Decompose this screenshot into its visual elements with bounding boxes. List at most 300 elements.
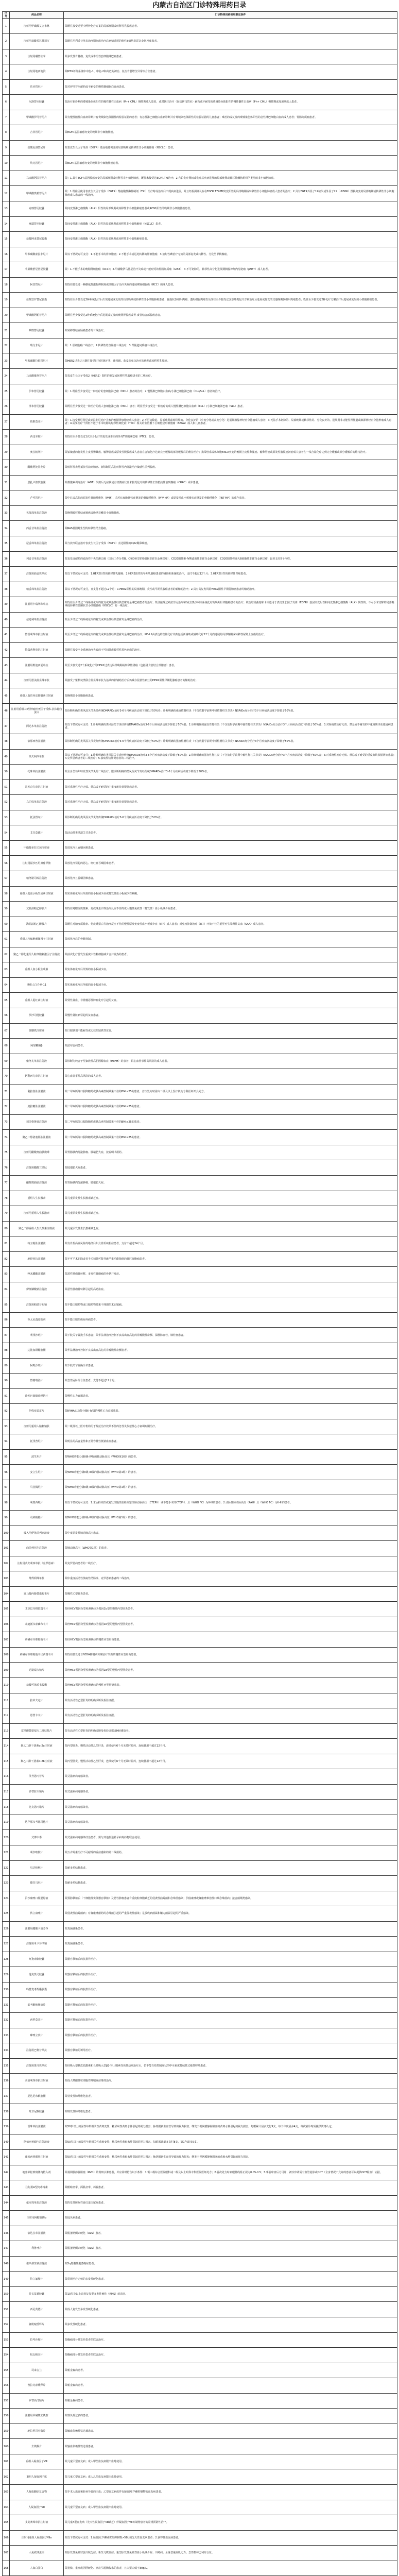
drug-name: 尼妥珠单抗注射液: [10, 536, 64, 552]
drug-name: 艾尔巴韦格拉瑞韦片: [10, 1602, 64, 1617]
table-row: [3, 1693, 397, 1708]
usage-restriction: 限器官移植后的抗排异治疗。: [64, 1982, 397, 1997]
usage-restriction: 限特发性肺纤维化患者。: [64, 2104, 397, 2120]
row-number: 124: [3, 1891, 10, 1906]
drug-name: 恩替卡韦片: [10, 1708, 64, 1724]
table-row: [3, 1708, 397, 1724]
row-number: 131: [3, 1997, 10, 2013]
table-row: [3, 810, 397, 825]
table-row: [3, 749, 397, 765]
row-number: 157: [3, 2393, 10, 2409]
drug-name: 盐酸阿来替尼胶囊: [10, 232, 64, 247]
drug-name: 聚乙二醇干扰素α-2b注射液: [10, 1754, 64, 1769]
drug-name: 甲磺酸多拉司琼注射液: [10, 840, 64, 856]
table-row: [3, 368, 397, 384]
usage-restriction: 限不可手术切除或者手术切除可能导致严重功能障碍的骨巨细胞瘤患者。: [64, 1251, 397, 1267]
table-body: [3, 19, 397, 2576]
table-row: [3, 293, 397, 308]
drug-name: 注射用曲妥珠单抗: [10, 567, 64, 582]
row-number: 39: [3, 597, 10, 613]
row-number: 34: [3, 521, 10, 536]
row-number: 23: [3, 353, 10, 369]
table-row: [3, 1404, 397, 1419]
row-number: 76: [3, 1160, 10, 1176]
drug-name: 艾拉莫德片: [10, 825, 64, 841]
drug-name: 司来吉兰: [10, 2363, 64, 2378]
drug-name: 依达拉奉注射液: [10, 2226, 64, 2241]
row-number: 28: [3, 430, 10, 445]
drug-name: 艾美赛珠单抗注射液: [10, 2515, 64, 2531]
table-row: [3, 1739, 397, 1754]
row-number: 132: [3, 2013, 10, 2028]
table-row: [3, 1982, 397, 1997]
usage-restriction: 限以下情况方可支付：1.不能手术的肾细胞癌；2.不能手术或远处转移的肝细胞癌；3.放射性碘治疗无效的局部复发或转移性、分化型甲状腺癌。: [64, 247, 397, 262]
usage-restriction: 限艾滋病病毒感染者。: [64, 1784, 397, 1800]
table-row: [3, 2286, 397, 2302]
table-row: [3, 765, 397, 780]
drug-name: 吉非替尼片: [10, 125, 64, 141]
drug-name: 依库珠单抗注射液: [10, 2195, 64, 2211]
drug-name: 注射用甲磺酸去铁胺: [10, 2409, 64, 2424]
table-row: [3, 1997, 397, 2013]
drug-name: 索磷布韦维帕他韦片: [10, 1632, 64, 1648]
drug-name: 维得利珠单抗: [10, 1571, 64, 1587]
usage-restriction: 限真菌感染患者。: [64, 1937, 397, 1952]
table-row: [3, 582, 397, 597]
row-number: 151: [3, 2302, 10, 2317]
table-row: [3, 628, 397, 643]
usage-restriction: 限经HCV基因分型检测确诊为基因1b型的慢性丙型肝炎患者。: [64, 1663, 397, 1678]
usage-restriction: 限二甲双胍等口服降糖药或胰岛素控制效果不佳的BMI≥25的患者。: [64, 1099, 397, 1115]
table-row: [3, 1769, 397, 1785]
drug-name: 贝伐珠单抗注射液: [10, 505, 64, 521]
drug-name: 瑞戈非尼片: [10, 338, 64, 353]
table-row: [3, 262, 397, 278]
drug-name: 利奥西呱片: [10, 1495, 64, 1511]
row-number: 55: [3, 840, 10, 856]
usage-restriction: 限肢端肥大症患者。: [64, 1160, 397, 1176]
table-row: [3, 2134, 397, 2150]
usage-restriction: 限慢性乙型肝炎患者。: [64, 1586, 397, 1602]
row-number: 17: [3, 262, 10, 278]
table-row: [3, 612, 397, 628]
drug-name: 地舒单抗注射液: [10, 1251, 64, 1267]
table-row: [3, 1328, 397, 1343]
usage-restriction: 限放化疗引起的恶心、呕吐且吞咽困难患者。: [64, 856, 397, 871]
usage-restriction: 限：1.接受舒尼替尼或索拉非尼治疗失败的晚期肾细胞癌成人患者；2.不可切除的、局部晚期或转移性的、分化良好的（中度分化或高度分化）进展期胰腺神经内分泌瘤成人患者；3.无法手术切除的、局部晚期或转移性的、分化良好的、进展期非功能性胃肠道或肺源神经内分泌肿瘤成人患者；4.需要治疗干预但不适于手术切除的结节性硬化症（TSC）相关的室管膜下巨细胞星形细胞瘤（SEGA）成人和儿童患者。: [64, 414, 397, 430]
row-number: 19: [3, 293, 10, 308]
drug-name: 马昔腾坦片: [10, 1480, 64, 1495]
drug-name: 注射用A型肉毒毒素: [10, 2180, 64, 2196]
usage-restriction: 限丙型肝炎、慢性活动性乙型肝炎，连续使用6个月无效时停药，连续使用不超过12个月。: [64, 1739, 397, 1754]
table-row: [3, 277, 397, 293]
usage-restriction: 限WHO功能分级II级-III级的肺动脉高压（WHO第1组）的患者。: [64, 1480, 397, 1495]
usage-restriction: 限间变性淋巴瘤激酶（ALK）阳性的局部晚期或转移性非小细胞肺癌患者。: [64, 232, 397, 247]
table-row: [3, 704, 397, 719]
row-number: 135: [3, 2058, 10, 2074]
usage-restriction: 限器官移植后的抗排异治疗。: [64, 2028, 397, 2043]
page-title: 内蒙古自治区门诊特殊用药目录: [152, 2, 247, 9]
usage-restriction: 限帕金森病患者。: [64, 2363, 397, 2378]
table-row: [3, 993, 397, 1008]
drug-name: 注射用英夫利西单抗（克罗恩病）: [10, 1556, 64, 1571]
usage-restriction: 限胃肠胰内分泌肿瘤、肢端肥大症，按说明书用药。: [64, 1145, 397, 1160]
row-number: 18: [3, 277, 10, 293]
table-row: [3, 902, 397, 917]
table-row: [3, 2439, 397, 2454]
usage-restriction: 限：1.肝细胞癌二线治疗；2.转移性结直肠癌三线治疗；3.胃肠道间质瘤三线治疗。: [64, 338, 397, 353]
row-number: 100: [3, 1526, 10, 1541]
drug-name: 重组人凝血因子Ⅷ: [10, 2454, 64, 2469]
row-number: 139: [3, 2119, 10, 2134]
drug-name: 托伐普坦片: [10, 1434, 64, 1450]
usage-restriction: 限儿童A型血友病（先天性凝血因子Ⅷ缺乏）伴凝血因子Ⅷ抑制物患者的常规预防性治疗。: [64, 2515, 397, 2531]
row-number: 84: [3, 1282, 10, 1297]
drug-name: 艾考恩丙替片: [10, 1769, 64, 1785]
usage-restriction: 限帕金森病患者。: [64, 2393, 397, 2409]
table-row: [3, 1784, 397, 1800]
table-row: [3, 2272, 397, 2287]
usage-restriction: 限儿童原发性生长激素缺乏症。: [64, 1221, 397, 1236]
row-number: 65: [3, 993, 10, 1008]
table-row: [3, 490, 397, 506]
usage-restriction: 限原发性免疫球蛋白缺乏症；新生儿败血症；重型原发性免疫性血小板减少症；川崎病；全身型重症肌无力；急性格林巴利综合征。: [64, 2546, 397, 2561]
row-number: 15: [3, 232, 10, 247]
table-row: [3, 2378, 397, 2394]
usage-restriction: 限常规治疗无效的多发性硬化患者。: [64, 2272, 397, 2287]
drug-name: 塞瑞替尼胶囊: [10, 216, 64, 232]
row-number: 78: [3, 1191, 10, 1206]
usage-restriction: 限有骨折高发风险的绝经后妇女骨质疏松症患者，支付不超过24个月。: [64, 1236, 397, 1252]
drug-name: 去铁酮片: [10, 2439, 64, 2454]
table-row: [3, 795, 397, 810]
drug-name: 尼达尼布软胶囊: [10, 2089, 64, 2104]
usage-restriction: 限阵发性睡眠性血红蛋白尿症患者。: [64, 2195, 397, 2211]
drug-name: 唑来膦酸注射液: [10, 1267, 64, 1282]
usage-restriction: 限既往至少接受过2种系统化疗后出现进展或复发的局部晚期或转移性非小细胞肺癌患者；腺泡状软组织肉瘤、透明细胞肉瘤以及既往至少接受过含蒽环类化疗方案治疗后进展或复发的其他晚期软组织肉瘤患者；既往至少接受过2种化疗方案治疗后进展或复发的小细胞肺癌患者。: [64, 293, 397, 308]
table-row: [3, 2469, 397, 2485]
drug-name: 注射用重组人脑利钠肽: [10, 1419, 64, 1434]
usage-restriction: 限肾性贫血、非骨髓恶性肿瘤化疗引起的贫血。: [64, 993, 397, 1008]
table-row: [3, 2165, 397, 2180]
usage-restriction: 限表皮生长因子受体2（HER2）阳性的复发或转移性乳腺癌患者的二线治疗。: [64, 368, 397, 384]
row-number: 168: [3, 2561, 10, 2576]
drug-name: 英夫利西单抗: [10, 749, 64, 765]
usage-restriction: 限二级及以上医疗机构用于规范治疗效果不佳的急性失代偿性心力衰竭短期治疗。: [64, 1419, 397, 1434]
drug-name: 替雷利珠单抗注射液: [10, 628, 64, 643]
drug-name: 沙库巴曲缬沙坦钠片: [10, 1388, 64, 1404]
drug-name: 度拉糖肽注射液: [10, 1099, 64, 1115]
table-row: [3, 1282, 397, 1297]
column-header-no: 序号: [3, 12, 10, 19]
table-row: [3, 1449, 397, 1465]
table-row: [3, 353, 397, 369]
usage-restriction: 限器官移植后的抗排异治疗。: [64, 2013, 397, 2028]
row-number: 113: [3, 1723, 10, 1739]
usage-restriction: 限既往对糖皮质激素、免疫球蛋白等治疗反应不佳的慢性原发免疫性血小板减少症（ITP）成人患者；对免疫抑制治疗（IST）疗效不佳的重型再生障碍性贫血（SAA）成人患者。: [64, 917, 397, 932]
row-number: 16: [3, 247, 10, 262]
row-number: 68: [3, 1039, 10, 1054]
row-number: 12: [3, 186, 10, 201]
row-number: 22: [3, 338, 10, 353]
usage-restriction: 限肺动脉高压（WHO第1组）的患者。: [64, 1541, 397, 1556]
usage-restriction: 限视网膜静脉阻塞（RVO）的黄斑水肿患者，并应同时符合以下条件：1.需三级综合医院眼科或二级及以上眼科专科医院医师处方；2.首次处方时病眼基线矫正视力0.05-0.5；3.事前审查后方可用，初次申请需有血管造影或OCT（全身情况不允许的患者可以提供OCT检查）证据。: [64, 2165, 397, 2180]
table-row: [3, 1374, 397, 1389]
drug-name: 伊布替尼胶囊: [10, 384, 64, 399]
row-number: 117: [3, 1784, 10, 1800]
drug-name: 海曲泊帕乙醇胺片: [10, 917, 64, 932]
table-row: [3, 1495, 397, 1511]
row-number: 92: [3, 1404, 10, 1419]
row-number: 7: [3, 110, 10, 125]
drug-name: 注射用甲磺酸艾立布林: [10, 19, 64, 34]
drug-name: 地拉罗司分散片: [10, 2424, 64, 2439]
row-number: 21: [3, 323, 10, 338]
usage-restriction: 限不能口服药物或口服药物效果不理想的术后镇痛。: [64, 1297, 397, 1313]
table-row: [3, 734, 397, 750]
table-row: [3, 2515, 397, 2531]
usage-restriction: 限既往接受全身系统治疗失败的不可切除或转移性黑色素瘤的治疗。: [64, 642, 397, 658]
drug-name: 注射用恩美曲妥珠单抗: [10, 673, 64, 688]
drug-name: 阿哌沙班片: [10, 1358, 64, 1374]
usage-restriction: 限RAS基因野生型的转移性结直肠癌。: [64, 521, 397, 536]
row-number: 9: [3, 140, 10, 156]
usage-restriction: 限经HCV基因分型检测确诊为基因1b型的慢性丙型肝炎患者。: [64, 1617, 397, 1632]
usage-restriction: 限至少经过二线系统化疗的复发或难治性经典型霍奇金淋巴瘤的治疗；PD-L1高表达的含铂化疗失败包括新辅助或辅助化疗12个月内进展的局部晚期或转移性尿路上皮癌的治疗。: [64, 628, 397, 643]
row-number: 71: [3, 1084, 10, 1099]
table-row: [3, 1526, 397, 1541]
table-row: [3, 1845, 397, 1861]
drug-name: 人凝血因子Ⅷ: [10, 2500, 64, 2515]
usage-restriction: 限对系统性治疗无效、禁忌或不耐受的中重度斑块状银屑病患者。: [64, 795, 397, 810]
table-row: [3, 2500, 397, 2515]
row-number: 127: [3, 1937, 10, 1952]
usage-restriction: 限晚期转移性结直肠癌或晚期非鳞非小细胞肺癌。: [64, 505, 397, 521]
usage-restriction: 限特发性肺纤维化患者。: [64, 2089, 397, 2104]
usage-restriction: 限晚期非小细胞肺癌患者。: [64, 688, 397, 704]
drug-name: 甲磺酸伊马替尼片: [10, 110, 64, 125]
usage-restriction: 限儿童原发性生长激素缺乏症。: [64, 1206, 397, 1222]
usage-restriction: 限至少接受过2个系统化疗的HER2过表达局部晚期或转移性胃癌（包括胃食管结合部腺癌）患者。: [64, 658, 397, 673]
table-row: [3, 1099, 397, 1115]
table-row: [3, 1084, 397, 1099]
usage-restriction: 限转移性去势抵抗性前列腺癌、新诊断的高危转移性内分泌治疗敏感性前列腺癌。: [64, 460, 397, 476]
table-row: [3, 2028, 397, 2043]
drug-name: 环孢素软胶囊: [10, 1952, 64, 1967]
usage-restriction: 限全身型幼年特发性关节炎的二线治疗；限诊断明确的类风湿关节炎经传统DMARDs治疗3-6个月疾病活动度下降低于50%者。: [64, 765, 397, 780]
table-row: [3, 2348, 397, 2363]
row-number: 148: [3, 2256, 10, 2272]
table-row: [3, 567, 397, 582]
table-row: [3, 64, 397, 80]
drug-name: 雷珠单抗注射液: [10, 2119, 64, 2134]
row-number: 97: [3, 1480, 10, 1495]
table-row: [3, 1312, 397, 1328]
row-number: 77: [3, 1175, 10, 1191]
usage-restriction: 限：1.具有EGFR基因敏感突变的局部晚期或转移性非小细胞肺癌，既往未接受过EGFR-TKI治疗；2.含铂化疗期间或化疗后疾病进展的局部晚期或转移性鳞状组织学类型的非小细胞肺癌。: [64, 171, 397, 186]
drug-name: 芬戈莫德胶囊: [10, 2286, 64, 2302]
drug-name: 注射用奥马珠单抗: [10, 2058, 64, 2074]
row-number: 69: [3, 1054, 10, 1069]
drug-name: 尼洛替尼胶囊: [10, 95, 64, 110]
table-row: [3, 1358, 397, 1374]
drug-name: 咪唑立宾片: [10, 2028, 64, 2043]
table-row: [3, 1480, 397, 1495]
row-number: 32: [3, 490, 10, 506]
drug-name: 信迪利单抗注射液: [10, 612, 64, 628]
usage-restriction: 限放化疗且吞咽困难患者。: [64, 840, 397, 856]
table-row: [3, 1206, 397, 1222]
table-row: [3, 1054, 397, 1069]
drug-name: 乌司奴单抗注射液: [10, 795, 64, 810]
usage-restriction: 限放化疗后的骨髓抑制。: [64, 932, 397, 947]
usage-restriction: 限中度原发性肺动脉高压患者。: [64, 1526, 397, 1541]
usage-restriction: 限克罗恩病患者的二线治疗。: [64, 1556, 397, 1571]
row-number: 162: [3, 2469, 10, 2485]
row-number: 48: [3, 734, 10, 750]
drug-name: 聚乙二醇化重组人粒细胞刺激因子注射液: [10, 947, 64, 962]
row-number: 147: [3, 2241, 10, 2257]
row-number: 41: [3, 628, 10, 643]
row-number: 31: [3, 475, 10, 490]
row-number: 146: [3, 2226, 10, 2241]
table-row: [3, 445, 397, 460]
row-number: 88: [3, 1343, 10, 1358]
table-row: [3, 2089, 397, 2104]
drug-table: [2, 11, 397, 2576]
drug-name: 人血白蛋白: [10, 2561, 64, 2576]
table-row: [3, 1145, 397, 1160]
usage-restriction: 限活动性类风湿关节炎患者。: [64, 825, 397, 841]
table-row: [3, 1221, 397, 1236]
drug-name: 康柏西普眼用注射液: [10, 2149, 64, 2165]
usage-restriction: 限5q脊髓性肌萎缩症患者。: [64, 2256, 397, 2272]
usage-restriction: 限：1.既往因使用表皮生长因子受体（EGFR）酪氨酸激酶抑制剂（TKI）治疗时或治疗后出现疾病进展，并且经检测确认存在EGFR T790M突变阳性的局部晚期或转移性非小细胞肺癌成人患者的治疗；2.具有EGFR外显子19缺失或外显子21（L858R）置换突变的局部晚期或转移性非小细胞肺癌成人患者的一线治疗。: [64, 186, 397, 201]
row-number: 75: [3, 1145, 10, 1160]
drug-name: 盐酸可洛派韦胶囊: [10, 1678, 64, 1693]
drug-name: 人凝血酶原复合物: [10, 2485, 64, 2500]
drug-name: 罗替高汀贴片: [10, 2393, 64, 2409]
table-row: [3, 1343, 397, 1358]
row-number: 99: [3, 1511, 10, 1526]
row-number: 141: [3, 2149, 10, 2165]
drug-name: 重组人促血小板生成素注射液: [10, 886, 64, 902]
row-number: 63: [3, 962, 10, 978]
row-number: 152: [3, 2317, 10, 2332]
drug-name: 泊沙康唑口服混悬液: [10, 1891, 64, 1906]
row-number: 104: [3, 1586, 10, 1602]
usage-restriction: 限法布雷病患者。: [64, 1039, 397, 1054]
drug-name: 吸入用伊洛前列素溶液: [10, 1526, 64, 1541]
usage-restriction: 限经HCV基因分型检测确诊的慢性丙型肝炎患者。: [64, 1632, 397, 1648]
drug-name: 蔗糖铁注射液: [10, 1023, 64, 1039]
table-row: [3, 917, 397, 932]
drug-name: 富马酸丙酚替诺福韦片: [10, 1586, 64, 1602]
drug-name: 阿利西尤单抗注射液: [10, 1069, 64, 1084]
table-row: [3, 171, 397, 186]
drug-name: 托珠单抗注射液: [10, 765, 64, 780]
drug-name: 麦考酚钠肠溶片: [10, 1997, 64, 2013]
row-number: 101: [3, 1541, 10, 1556]
drug-name: 阿柏西普眼内注射溶液: [10, 2134, 64, 2150]
row-number: 156: [3, 2378, 10, 2394]
row-number: 80: [3, 1221, 10, 1236]
table-row: [3, 232, 397, 247]
table-row: [3, 2013, 397, 2028]
usage-restriction: 限成人嗜酸性粒细胞性哮喘重症维持治疗。: [64, 2074, 397, 2089]
usage-restriction: 限50岁以上的湿性年龄相关性黄斑变性；糖尿病性黄斑水肿引起的视力损害；脉络膜新生血管导致的视力损害；继发于视网膜静脉阻塞的黄斑水肿引起的视力损害。每眼累计最多支付9支，每个年度最多4支，每次就诊时需提供资格认定。: [64, 2119, 397, 2134]
table-row: [3, 308, 397, 323]
drug-name: 托法替布片: [10, 810, 64, 825]
row-number: 82: [3, 1251, 10, 1267]
row-number: 73: [3, 1114, 10, 1130]
usage-restriction: 限对伊马替尼耐药或不耐受的慢性髓细胞白血病患者。: [64, 79, 397, 95]
table-row: [3, 1632, 397, 1648]
drug-name: 诺西那生钠注射液: [10, 2256, 64, 2272]
drug-name: 利鲁唑片: [10, 2241, 64, 2257]
row-number: 36: [3, 551, 10, 567]
row-number: 93: [3, 1419, 10, 1434]
usage-restriction: 限实体瘤化疗后所致的血小板减少症。: [64, 977, 397, 993]
drug-name: 利妥昔单抗注射液: [10, 551, 64, 567]
usage-restriction: 限既往接受过含NS5A抑制剂方案治疗失败的慢性丙型肝炎患者。: [64, 1647, 397, 1663]
table-row: [3, 2226, 397, 2241]
table-row: [3, 1191, 397, 1206]
table-row: [3, 642, 397, 658]
usage-restriction: 限经HCV基因分型检测确诊的慢性丙型肝炎患者。: [64, 1678, 397, 1693]
row-number: 120: [3, 1830, 10, 1845]
usage-restriction: 限中重度活动性溃疡性结肠炎、克罗恩病患者的二线治疗。: [64, 1571, 397, 1587]
table-header-row: [3, 12, 397, 19]
row-number: 110: [3, 1678, 10, 1693]
table-row: [3, 505, 397, 521]
table-row: [3, 932, 397, 947]
usage-restriction: 限经吸入型糖皮质激素和长效吸入型β2-肾上腺素受体激动剂治疗后，仍不能有效控制症状的中至重度持续性过敏性哮喘患者。: [64, 2058, 397, 2074]
usage-restriction: 限癫痫部分性发作患者的联合治疗。: [64, 2348, 397, 2363]
drug-name: 重组人凝血因子Ⅸ: [10, 2469, 64, 2485]
row-number: 61: [3, 932, 10, 947]
row-number: 160: [3, 2439, 10, 2454]
table-row: [3, 1647, 397, 1663]
usage-restriction: 限急性冠脉综合征患者，支付不超过12个月。: [64, 1374, 397, 1389]
row-number: 11: [3, 171, 10, 186]
usage-restriction: 限艾滋病病毒感染者。: [64, 1815, 397, 1830]
drug-name: 达芦那韦考比司他片: [10, 1815, 64, 1830]
drug-name: 注射用福沙匹坦双葡甲胺: [10, 856, 64, 871]
row-number: 150: [3, 2286, 10, 2302]
drug-name: 注射用醋酸兰瑞肽: [10, 1160, 64, 1176]
drug-name: 注射用卡瑞利珠单抗: [10, 597, 64, 613]
table-row: [3, 430, 397, 445]
row-number: 143: [3, 2180, 10, 2196]
table-row: [3, 1876, 397, 1891]
table-row: [3, 2195, 397, 2211]
table-row: [3, 460, 397, 476]
table-row: [3, 2104, 397, 2120]
row-number: 125: [3, 1906, 10, 1922]
drug-name: 德拉马尼片: [10, 1876, 64, 1891]
usage-restriction: 限真菌感染患者。: [64, 1921, 397, 1937]
drug-name: 比克恩丙诺片: [10, 1800, 64, 1815]
drug-name: 来迪派韦索磷布韦片: [10, 1617, 64, 1632]
usage-restriction: 限中危或高危的原发性骨髓纤维化（PMF）、真性红细胞增多症继发的骨髓纤维化（PPV-MF）或原发性血小板增多症继发的骨髓纤维化（PET-MF）的成年患者。: [64, 490, 397, 506]
row-number: 111: [3, 1693, 10, 1708]
row-number: 26: [3, 399, 10, 415]
row-number: 105: [3, 1602, 10, 1617]
table-row: [3, 1023, 397, 1039]
table-row: [3, 79, 397, 95]
drug-name: 注射用帕瑞昔布钠: [10, 1297, 64, 1313]
